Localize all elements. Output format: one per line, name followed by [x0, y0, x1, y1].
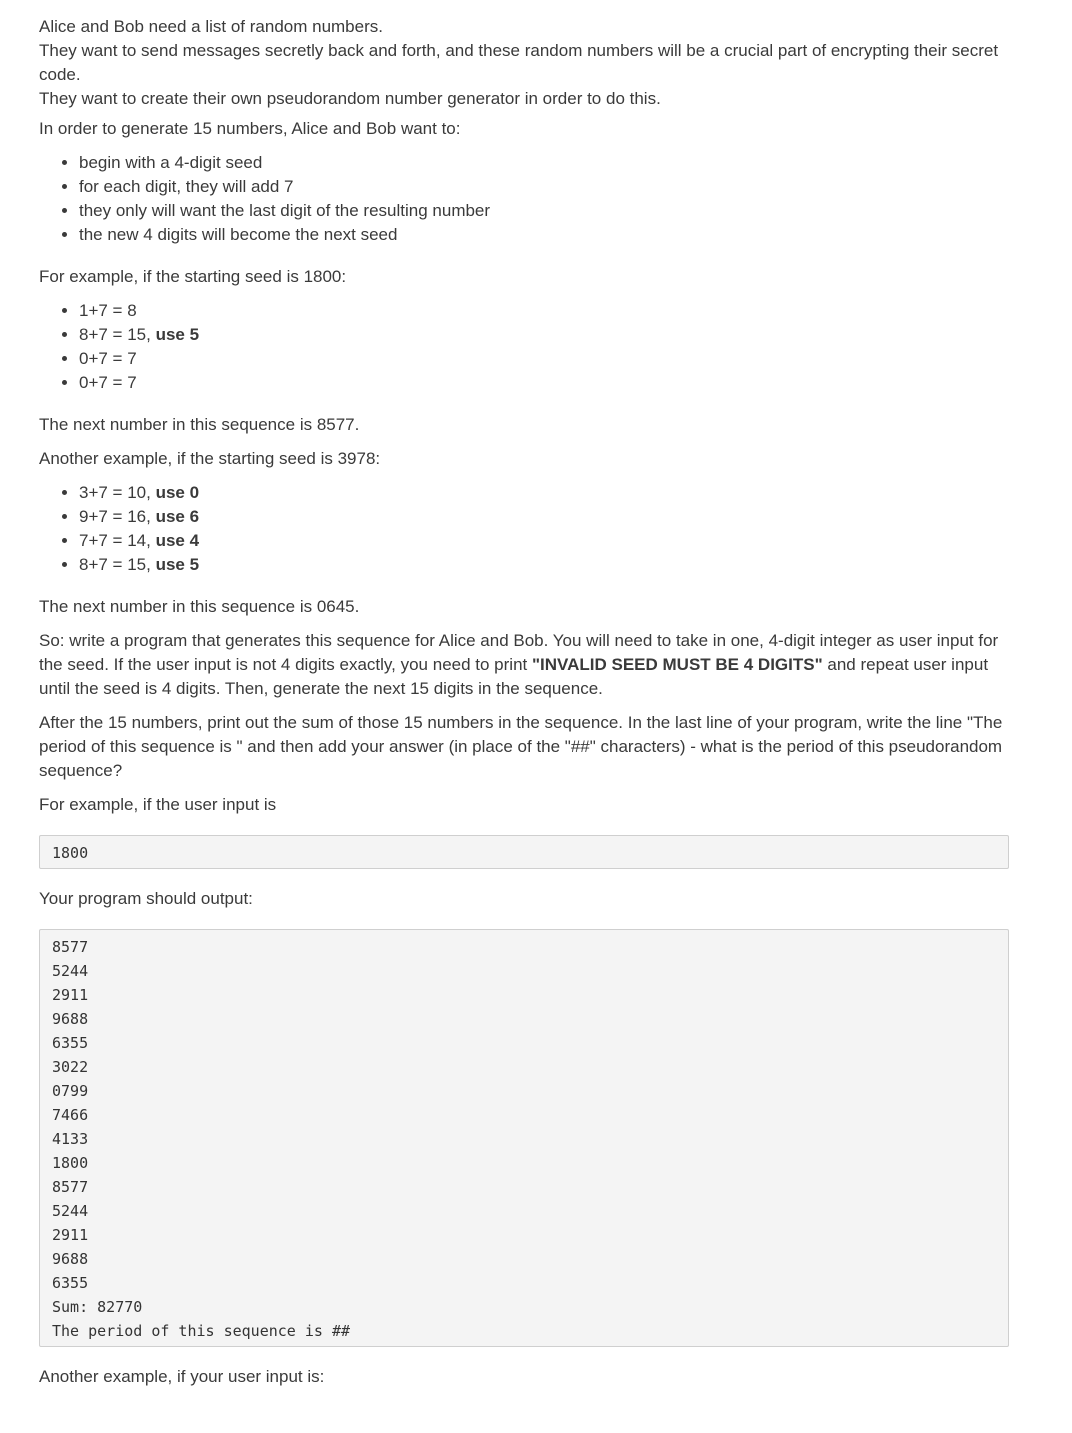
code-line: 4133 — [52, 1130, 89, 1148]
intro-line: Alice and Bob need a list of random numbers. — [39, 17, 383, 36]
list-item — [79, 529, 1009, 553]
code-line: 5244 — [52, 1202, 89, 1220]
example1-intro: For example, if the starting seed is 1800: — [39, 267, 347, 286]
calc-text: 8+7 = 15, — [79, 325, 156, 344]
list-item — [79, 553, 1009, 577]
code-line: 8577 — [52, 938, 89, 956]
calc-text: 8+7 = 15, — [79, 555, 156, 574]
code-line: 6355 — [52, 1274, 89, 1292]
calc-bold: use 0 — [155, 483, 200, 502]
task-text: So: write a program that generates this sequence for Alice and Bob. You will need to take in one, 4-digit integer as user input for the seed. If the user input is not 4 digits exactly, you need to print — [39, 631, 999, 674]
code-line: 2911 — [52, 1226, 89, 1244]
input-intro: For example, if the user input is — [39, 795, 277, 814]
task-paragraph — [39, 629, 1009, 701]
output-intro: Your program should output: — [39, 889, 253, 908]
list-item — [79, 505, 1009, 529]
steps-list — [39, 151, 1009, 247]
code-line: 3022 — [52, 1058, 89, 1076]
code-line: 6355 — [52, 1034, 89, 1052]
calc-text: 1+7 = 8 — [79, 301, 137, 320]
another-example-intro: Another example, if your user input is: — [39, 1367, 325, 1386]
code-line: 2911 — [52, 986, 89, 1004]
intro-line: They want to send messages secretly back and forth, and these random numbers will be a crucial part of encrypting their secret code. — [39, 41, 999, 84]
problem-statement — [39, 15, 1009, 1399]
task-text: and repeat user input until the seed is 4 digits. Then, generate the next 15 digits in the sequence. — [39, 655, 989, 698]
list-item: • the new 4 digits will become the next seed — [79, 223, 1009, 247]
code-line: 0799 — [52, 1082, 89, 1100]
example1-result: The next number in this sequence is 8577. — [39, 415, 360, 434]
code-line: Sum: 82770 — [52, 1298, 143, 1316]
list-item — [79, 347, 1009, 371]
example1-list — [39, 299, 1009, 395]
list-item — [79, 481, 1009, 505]
input-code-block — [39, 835, 1009, 869]
list-item: • begin with a 4-digit seed — [79, 151, 1009, 175]
calc-text: 0+7 = 7 — [79, 349, 137, 368]
calc-bold: use 5 — [155, 555, 200, 574]
code-line: The period of this sequence is ## — [52, 1322, 351, 1340]
steps-intro: In order to generate 15 numbers, Alice and Bob want to: — [39, 119, 461, 138]
calc-text: 3+7 = 10, — [79, 483, 156, 502]
example2-list — [39, 481, 1009, 577]
intro-line: They want to create their own pseudorandom number generator in order to do this. — [39, 89, 661, 108]
error-message: "INVALID SEED MUST BE 4 DIGITS" — [531, 655, 823, 674]
calc-text: 0+7 = 7 — [79, 373, 137, 392]
list-item: • they only will want the last digit of the resulting number — [79, 199, 1009, 223]
code-line: 9688 — [52, 1010, 89, 1028]
list-item — [79, 299, 1009, 323]
calc-text: 9+7 = 16, — [79, 507, 156, 526]
list-item: • for each digit, they will add 7 — [79, 175, 1009, 199]
code-line: 8577 — [52, 1178, 89, 1196]
sum-paragraph: After the 15 numbers, print out the sum of those 15 numbers in the sequence. In the last line of your program, write the line "The period of this sequence is " and then add your answer (in place of the "##" characters) - what is the period of this pseudorandom sequence? — [39, 713, 1003, 780]
calc-bold: use 6 — [155, 507, 200, 526]
code-line: 5244 — [52, 962, 89, 980]
code-line: 9688 — [52, 1250, 89, 1268]
example2-intro: Another example, if the starting seed is 3978: — [39, 449, 381, 468]
output-code-block — [39, 929, 1009, 1347]
intro-paragraph — [39, 15, 1009, 111]
calc-text: 7+7 = 14, — [79, 531, 156, 550]
code-line: 7466 — [52, 1106, 89, 1124]
code-line: 1800 — [52, 844, 89, 862]
list-item — [79, 323, 1009, 347]
calc-bold: use 5 — [155, 325, 200, 344]
example2-result: The next number in this sequence is 0645. — [39, 597, 360, 616]
calc-bold: use 4 — [155, 531, 200, 550]
code-line: 1800 — [52, 1154, 89, 1172]
list-item — [79, 371, 1009, 395]
